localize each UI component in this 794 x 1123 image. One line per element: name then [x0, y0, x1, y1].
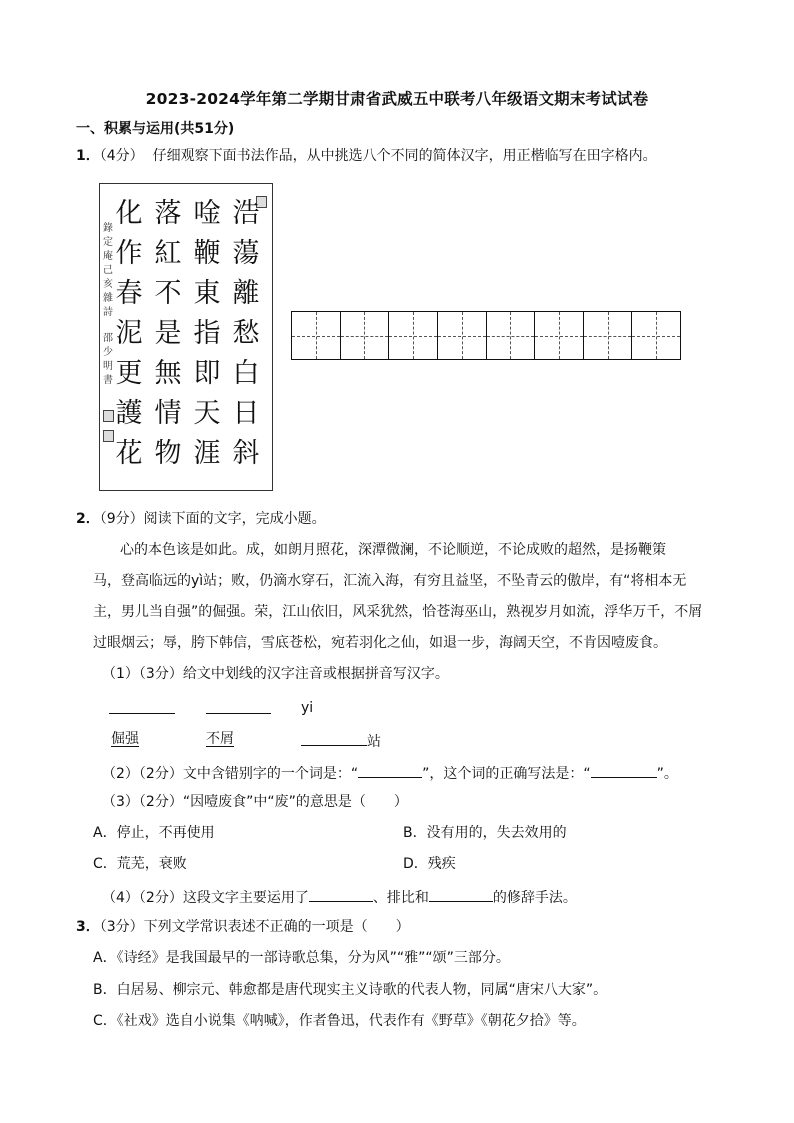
question-3: [76, 917, 410, 937]
pinyin-label: yi: [301, 700, 314, 716]
answer-blank[interactable]: [109, 697, 175, 714]
sub-question-4: [102, 885, 577, 908]
tianzi-cell[interactable]: [341, 312, 390, 359]
calligraphy-artwork: [99, 183, 273, 491]
tianzi-cell[interactable]: [535, 312, 584, 359]
section-heading: 一、积累与运用(共51分): [76, 121, 235, 137]
option-d[interactable]: D．残疾: [403, 856, 456, 872]
sub-question-3: （3）（2分）“因噎废食”中“废”的意思是（ ）: [102, 794, 408, 810]
tianzi-cell[interactable]: [389, 312, 438, 359]
seal-stamp: [103, 410, 114, 422]
calligraphy-signature: 邵少明書: [103, 333, 113, 386]
option-b[interactable]: B．没有用的，失去效用的: [403, 825, 567, 841]
passage-line: 主，男儿当自强”的倔强。荣，江山依旧，风采犹然，恰苍海巫山，熟视岁月如流，浮华万千，不屑: [93, 604, 703, 620]
calligraphy-column: 落紅不是無情物: [154, 198, 182, 469]
question-text: 阅读下面的文字，完成小题。: [143, 511, 326, 527]
option-a[interactable]: A．停止，不再使用: [93, 825, 215, 841]
sub-question-text: （4）（2分）这段文字主要运用了: [102, 890, 309, 906]
sub-question-text: ”，这个词的正确写法是：“: [422, 766, 591, 782]
question-number: 2．: [76, 511, 100, 527]
word-label: 不屑: [206, 731, 234, 747]
tianzi-cell[interactable]: [487, 312, 536, 359]
tianzi-cell[interactable]: [584, 312, 633, 359]
option-c[interactable]: C．荒芜，衰败: [93, 856, 187, 872]
sub-question-2: [102, 761, 678, 784]
question-score: （9分）: [99, 511, 144, 527]
question-number: 1．: [76, 148, 100, 164]
question-1: [76, 146, 657, 166]
page-title: 2023-2024学年第二学期甘肃省武威五中联考八年级语文期末考试试卷: [145, 90, 649, 108]
calligraphy-column: 浩蕩離愁白日斜: [232, 198, 260, 469]
tianzi-cell[interactable]: [438, 312, 487, 359]
sub-question-text: 、排比和: [372, 890, 429, 906]
question-text: 仔细观察下面书法作品，从中挑选八个不同的简体汉字，用正楷临写在田字格内。: [152, 148, 657, 164]
tianzi-grid[interactable]: [291, 311, 681, 360]
calligraphy-column: 化作春泥更護花: [115, 198, 143, 469]
sub-question-text: （2）（2分）文中含错别字的一个词是：“: [102, 766, 359, 782]
word-suffix: 站: [367, 734, 381, 750]
sub-question-1: （1）（3分）给文中划线的汉字注音或根据拼音写汉字。: [102, 666, 449, 682]
word-label: 倔强: [111, 731, 139, 747]
question-score: （4分）: [99, 148, 144, 164]
option-b[interactable]: B．白居易、柳宗元、韩愈都是唐代现实主义诗歌的代表人物，同属“唐宋八大家”。: [93, 982, 608, 998]
option-c[interactable]: C．《社戏》选自小说集《呐喊》，作者鲁迅，代表作有《野草》《朝花夕拾》等。: [93, 1013, 586, 1029]
word-with-blank: [301, 729, 381, 752]
question-number: 3．: [76, 919, 100, 935]
sub-question-text: ”。: [656, 766, 678, 782]
answer-blank[interactable]: [309, 885, 373, 902]
tianzi-cell[interactable]: [292, 312, 341, 359]
tianzi-cell[interactable]: [632, 312, 680, 359]
seal-stamp: [103, 430, 114, 442]
question-text: 下列文学常识表述不正确的一项是（ ）: [143, 919, 410, 935]
answer-blank[interactable]: [429, 885, 493, 902]
passage-line: 过眼烟云；辱，胯下韩信，雪底苍松，宛若羽化之仙，如退一步，海阔天空，不肯因噎废食。: [93, 635, 667, 651]
question-2: [76, 509, 326, 529]
answer-blank[interactable]: [591, 761, 657, 778]
sub-question-text: 的修辞手法。: [492, 890, 577, 906]
answer-blank[interactable]: [358, 761, 422, 778]
option-a[interactable]: A．《诗经》是我国最早的一部诗歌总集，分为风”“雅”“颂”三部分。: [93, 950, 510, 966]
question-score: （3分）: [99, 919, 144, 935]
answer-blank[interactable]: [206, 697, 271, 714]
passage-line: 心的本色该是如此。成，如朗月照花，深潭微澜，不论顺逆，不论成败的超然，是扬鞭策: [120, 542, 666, 558]
calligraphy-column: 唫鞭東指即天涯: [193, 198, 221, 469]
calligraphy-signature: 錄定庵己亥雜詩: [103, 223, 113, 318]
answer-blank[interactable]: [301, 729, 367, 746]
passage-line: 马，登高临远的yì站；败，仍滴水穿石，汇流入海，有穷且益坚，不坠青云的傲岸，有“将相本无: [93, 573, 687, 589]
